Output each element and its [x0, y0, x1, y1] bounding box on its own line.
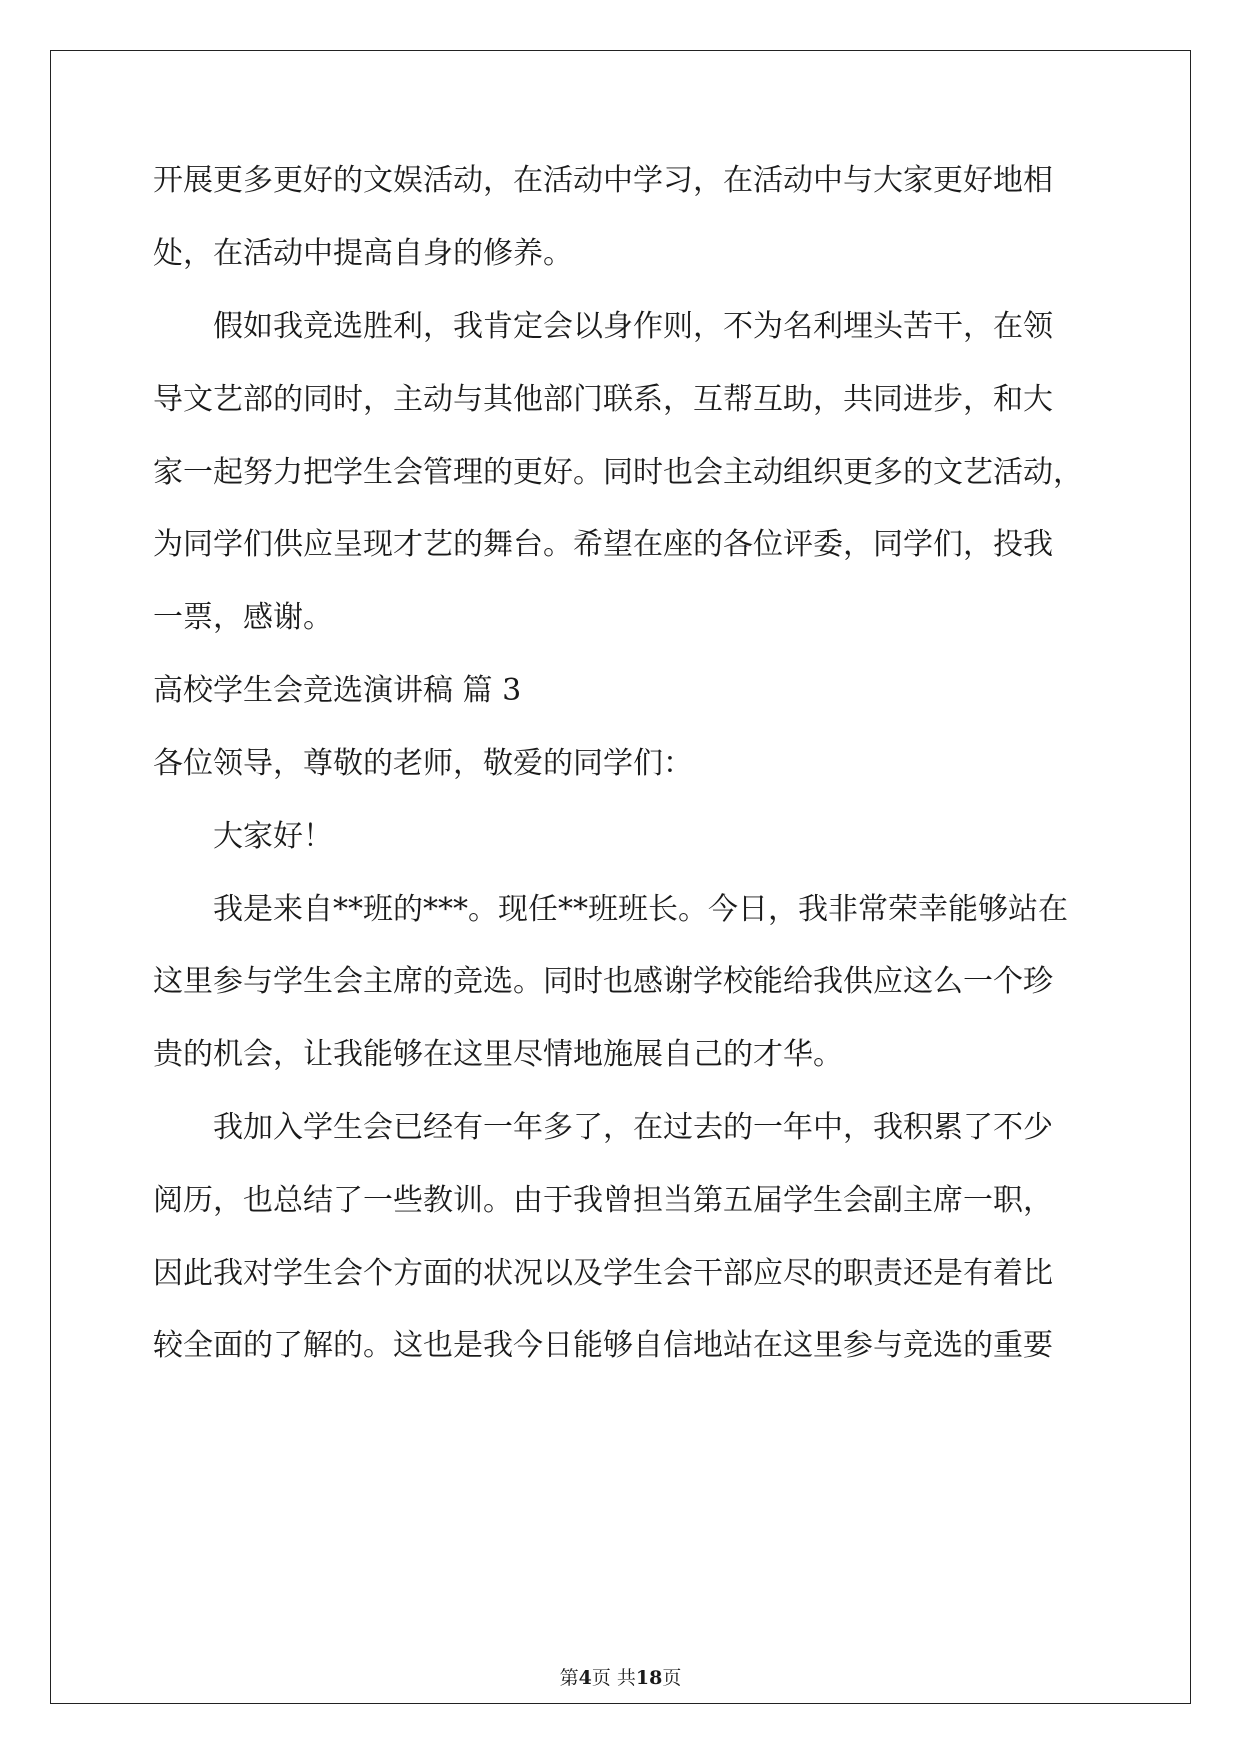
text-line: 这里参与学生会主席的竞选。同时也感谢学校能给我供应这么一个珍: [153, 964, 1053, 999]
greeting: 大家好！: [213, 819, 333, 854]
page-footer: [0, 1663, 1241, 1690]
text-line: 较全面的了解的。这也是我今日能够自信地站在这里参与竞选的重要: [153, 1328, 1053, 1363]
text-line: 我是来自**班的***。现任**班班长。今日，我非常荣幸能够站在: [213, 892, 1068, 927]
footer-mid: 页 共: [591, 1667, 636, 1689]
current-page-number: 4: [578, 1667, 592, 1689]
salutation: 各位领导，尊敬的老师，敬爱的同学们：: [153, 746, 693, 781]
text-line: 阅历，也总结了一些教训。由于我曾担当第五届学生会副主席一职，: [153, 1183, 1053, 1218]
text-line: 一票，感谢。: [153, 600, 333, 635]
footer-suffix: 页: [662, 1667, 682, 1689]
text-line: 处，在活动中提高自身的修养。: [153, 236, 573, 271]
text-line: 假如我竞选胜利，我肯定会以身作则，不为名利埋头苦干，在领: [213, 309, 1053, 344]
text-line: 导文艺部的同时，主动与其他部门联系，互帮互助，共同进步，和大: [153, 382, 1053, 417]
footer-prefix: 第: [559, 1667, 579, 1689]
text-line: 我加入学生会已经有一年多了，在过去的一年中，我积累了不少: [213, 1110, 1053, 1145]
text-line: 因此我对学生会个方面的状况以及学生会干部应尽的职责还是有着比: [153, 1256, 1053, 1291]
total-page-number: 18: [635, 1667, 663, 1689]
page-border: [50, 50, 1191, 1704]
text-line: 开展更多更好的文娱活动，在活动中学习，在活动中与大家更好地相: [153, 163, 1053, 198]
text-line: 为同学们供应呈现才艺的舞台。希望在座的各位评委，同学们，投我: [153, 527, 1053, 562]
section-heading: 高校学生会竞选演讲稿 篇 3: [153, 673, 522, 708]
text-line: 贵的机会，让我能够在这里尽情地施展自己的才华。: [153, 1037, 843, 1072]
text-line: 家一起努力把学生会管理的更好。同时也会主动组织更多的文艺活动，: [153, 455, 1083, 490]
